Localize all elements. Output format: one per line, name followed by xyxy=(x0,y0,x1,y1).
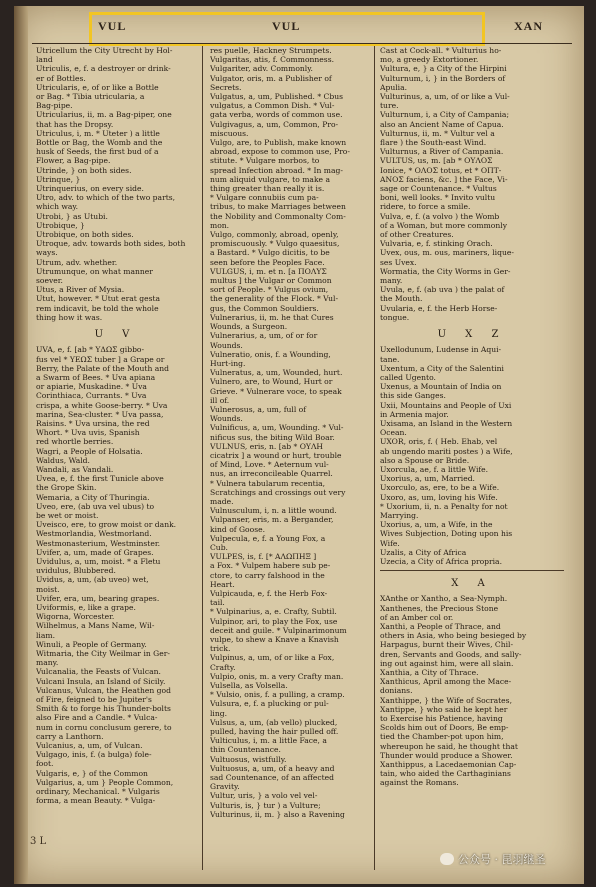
entry-line: Vulturnum, i, a City of Campania; xyxy=(380,110,510,120)
entry-line: Vulturnus, ii, m. * Vultur vel a xyxy=(380,128,495,138)
entry-line: others in Asia, who being besieged by xyxy=(380,631,527,641)
entry-line: of a Woman, but more commonly xyxy=(380,220,507,230)
entry-line: Wigorna, Worcester. xyxy=(36,612,115,622)
entry-line: Marrying. xyxy=(380,510,419,520)
entry-line: Vulcani Insula, an Island of Sicily. xyxy=(36,676,166,686)
entry-line: also a Spouse or Bride. xyxy=(380,455,470,465)
entry-line: crispa, a white Goose-berry. * Uva xyxy=(36,400,168,410)
entry-line: mo, a greedy Extortioner. xyxy=(380,55,479,65)
entry-line: Witmaria, the City Weilmar in Ger- xyxy=(36,649,170,658)
entry-line: Vulnerarius, ii, m. he that Cures xyxy=(210,312,334,322)
entry-line: Uxorius, a, um, a Wife, in the xyxy=(380,520,493,530)
entry-line: Utus, a River of Mysia. xyxy=(36,285,125,295)
entry-line: Wounds. xyxy=(210,340,243,350)
entry-line: Heart. xyxy=(210,579,235,589)
entry-line: sort of People. * Vulgus ovium, xyxy=(210,285,329,295)
entry-line: Uvidulus, a, um, moist. * a Fletu xyxy=(36,556,161,566)
entry-line: multus ] the Vulgar or Common xyxy=(210,276,332,286)
entry-line: Vulgaris, e, } of the Common xyxy=(36,768,148,778)
entry-line: Scolds him out of Doors, Be emp- xyxy=(380,723,509,733)
entry-line: Vulcanus, Vulcan, the Heathen god xyxy=(36,685,171,695)
entry-line: Utro, adv. to which of the two parts, xyxy=(36,193,176,203)
entry-line: of other Creatures. xyxy=(380,230,454,240)
entry-line: Vulturinus, a, um, of or like a Vul- xyxy=(380,92,510,102)
running-head-left: VUL xyxy=(98,19,127,33)
entry-line: Vulgaritas, atis, f. Commonness. xyxy=(210,55,335,65)
entry-line: the generality of the Flock. * Vul- xyxy=(210,294,339,304)
entry-line: tail. xyxy=(210,598,225,608)
entry-line: Utrumunque, on what manner xyxy=(36,266,153,276)
entry-line: tane. xyxy=(380,354,400,364)
entry-line: Utricellum the City Utrecht by Hol- xyxy=(36,46,173,55)
entry-line: Ionice, * ΟΛΟΣ totus, et * ΟΠΤ- xyxy=(380,165,502,175)
entry-line: * Vulpinarius, a, e. Crafty, Subtil. xyxy=(210,607,337,617)
section-heading: X A xyxy=(451,578,493,590)
column-divider xyxy=(202,46,203,870)
entry-line: whereupon he said, he thought that xyxy=(380,741,518,751)
entry-line: UVA, e, f. [ab * YΔΩΣ gibbo- xyxy=(36,345,145,355)
column-left xyxy=(36,46,196,872)
entry-line: Wormatia, the City Worms in Ger- xyxy=(380,266,511,276)
entry-line: ridere, to force a smile. xyxy=(380,202,471,212)
entry-line: Utrum, adv. whether. xyxy=(36,257,118,267)
entry-line: Utriculis, e, f. a destroyer or drink- xyxy=(36,64,171,74)
entry-line: sad Countenance, of an affected xyxy=(210,773,334,783)
entry-line: a Fox. * Vulpem habere sub pe- xyxy=(210,561,331,571)
entry-line: Corinthiaca, Currants. * Uva xyxy=(36,391,147,401)
entry-line: tied the Chamber-pot upon him, xyxy=(380,732,504,742)
entry-line: which way. xyxy=(36,202,79,212)
entry-line: Vulgo, commonly, abroad, openly, xyxy=(210,230,339,240)
entry-line: boni, well looks. * Invito vultu xyxy=(380,193,496,203)
entry-line: Crafty. xyxy=(210,662,236,672)
entry-line: ab ungendo mariti postes ) a Wife, xyxy=(380,446,513,456)
column-right xyxy=(380,46,564,872)
column-divider xyxy=(374,46,375,870)
entry-line: Xanthi, a People of Thrace, and xyxy=(380,621,501,631)
entry-line: Utrinque, } xyxy=(36,174,81,184)
entry-line: Scratchings and crossings out very xyxy=(210,487,346,497)
entry-line: Vulticulus, i, m. a little Face, a xyxy=(210,736,327,746)
entry-line: Vulpicauda, e, f. the Herb Fox- xyxy=(210,588,328,598)
entry-line: forma, a mean Beauty. * Vulga- xyxy=(36,796,156,806)
entry-line: of Mind, Love. * Aeternum vul- xyxy=(210,460,329,470)
entry-line: Apulia. xyxy=(380,82,408,92)
entry-line: of Fire, feigned to be Jupiter's xyxy=(36,695,152,705)
entry-line: Wagri, a People of Holsatia. xyxy=(36,446,143,456)
entry-line: the Grope Skin. xyxy=(36,483,97,493)
entry-line: sage or Countenance. * Vultus xyxy=(380,184,497,194)
entry-line: Uveo, ere, (ab uva vel ubus) to xyxy=(36,501,155,511)
entry-line: Vulgivagus, a, um, Common, Pro- xyxy=(210,119,339,129)
entry-line: Cub. xyxy=(210,542,228,552)
entry-line: Hurt-ing. xyxy=(210,358,246,368)
entry-line: Xanthicus, April among the Mace- xyxy=(380,677,512,687)
entry-line: Smith & to forge his Thunder-bolts xyxy=(36,704,171,714)
entry-line: Vulnusculum, i, n. a little wound. xyxy=(210,506,337,516)
entry-line: Utrinde, } on both sides. xyxy=(36,165,132,175)
entry-line: Vulneratio, onis, f. a Wounding, xyxy=(210,349,331,359)
entry-line: num in cornu conclusum gerere, to xyxy=(36,722,172,732)
entry-line: be wet or moist. xyxy=(36,510,99,520)
entry-line: Utrinquerius, on every side. xyxy=(36,184,144,194)
entry-line: fus vel * ΥΕΩΣ tuber ] a Grape or xyxy=(36,354,165,364)
entry-line: donians. xyxy=(380,686,413,696)
entry-line: res puelle, Hackney Strumpets. xyxy=(210,46,332,55)
entry-line: tain, who aided the Carthaginians xyxy=(380,769,511,779)
watermark-text: 公众号 · 昆羽继圣 xyxy=(458,853,546,866)
entry-line: Westmonasterium, Westminster. xyxy=(36,538,161,548)
entry-line: er of Bottles. xyxy=(36,73,86,83)
entry-line: Xanthia, a City of Thrace. xyxy=(380,668,479,677)
entry-line: Utrobi, } as Utubi. xyxy=(36,211,108,221)
entry-line: mon. xyxy=(210,220,230,230)
entry-line: Wounds. xyxy=(210,414,243,424)
entry-line: liam. xyxy=(36,630,55,640)
entry-line: Wounds, a Surgeon. xyxy=(210,322,288,332)
entry-line: Vulnerosus, a, um, full of xyxy=(210,404,307,414)
entry-line: ing out against him, were all slain. xyxy=(380,658,514,668)
section-heading: U X Z xyxy=(437,329,507,341)
entry-line: Utut, however. * Utut erat gesta xyxy=(36,294,161,304)
entry-line: many. xyxy=(36,658,59,668)
entry-line: Utricularis, e, of or like a Bottle xyxy=(36,82,159,92)
section-heading: U V xyxy=(94,329,138,341)
entry-line: seen before the Peoples Face. xyxy=(210,257,325,267)
entry-line: also an Ancient Name of Capua. xyxy=(380,119,504,129)
entry-line: Uzalis, a City of Africa xyxy=(380,547,467,557)
entry-line: Uxenus, a Mountain of India on xyxy=(380,382,502,392)
margin-mark: 3 L xyxy=(30,836,47,847)
entry-line: that has the Dropsy. xyxy=(36,119,114,129)
watermark xyxy=(440,851,546,867)
entry-line: soever. xyxy=(36,276,63,286)
entry-line: vulpe, to shew a Knave a Knavish xyxy=(210,635,339,644)
entry-line: Westmorlandia, Westmorland. xyxy=(36,529,152,539)
entry-line: also Fire and a Candle. * Vulca- xyxy=(36,713,158,723)
entry-line: ΑΝΟΣ faciens, &c. ] the Face, Vi- xyxy=(380,174,508,184)
entry-line: the Mouth. xyxy=(380,294,423,304)
entry-line: Vulnerarius, a, um, of or for xyxy=(210,331,318,341)
entry-line: Vulpecula, e, f. a Young Fox, a xyxy=(210,533,326,543)
entry-line: Uxellodunum, Ludense in Aqui- xyxy=(380,345,502,355)
entry-line: marina, Sea-cluster. * Uva passa, xyxy=(36,409,164,419)
entry-line: ses Uvex. xyxy=(380,257,417,267)
entry-line: Xantippe, } who said he kept her xyxy=(380,704,508,714)
entry-line: thing how it was. xyxy=(36,312,103,322)
entry-line: Winuli, a People of Germany. xyxy=(36,639,147,649)
entry-line: Uzecia, a City of Africa propria. xyxy=(380,556,503,566)
entry-line: Vulcanalia, the Feasts of Vulcan. xyxy=(36,667,161,677)
entry-line: Whort. * Uva uvis, Spanish xyxy=(36,428,140,438)
entry-line: red whortle berries. xyxy=(36,437,114,447)
entry-line: Thunder would produce a Shower. xyxy=(380,750,513,760)
entry-line: Vulgago, inis, f. (a bulga) fole- xyxy=(36,750,152,760)
entry-line: this side Ganges. xyxy=(380,391,446,401)
entry-line: Uvifer, era, um, bearing grapes. xyxy=(36,593,160,603)
entry-line: Vulpinor, ari, to play the Fox, use xyxy=(210,616,338,626)
entry-line: Vulgator, oris, m. a Publisher of xyxy=(210,73,332,83)
entry-line: Grieve. * Vulnerare voce, to speak xyxy=(210,386,342,396)
entry-line: Vulpio, onis, m. a very Crafty man. xyxy=(210,671,344,681)
entry-line: of an Amber col or. xyxy=(380,612,454,622)
entry-line: Xanthippe, } the Wife of Socrates, xyxy=(380,695,512,705)
entry-line: ill of. xyxy=(210,395,230,405)
entry-line: promiscuously. * Vulgo quaesitus, xyxy=(210,239,340,249)
entry-line: Uvidus, a, um, (ab uveo) wet, xyxy=(36,575,149,585)
entry-line: Vulturis, is, } tur ) a Vulture; xyxy=(210,800,321,810)
entry-line: Uxisama, an Island in the Western xyxy=(380,418,513,428)
entry-line: uvidulus, Blubbered. xyxy=(36,566,116,576)
entry-line: flare ) the South-east Wind. xyxy=(380,138,487,148)
entry-line: Vulsella, as Volsella. xyxy=(210,681,288,691)
entry-line: Harpagus, burnt their Wives, Chil- xyxy=(380,640,514,650)
entry-line: deceit and guile. * Vulpinarimonum xyxy=(210,625,347,635)
entry-line: moist. xyxy=(36,584,60,594)
column-middle xyxy=(210,46,370,872)
entry-line: against the Romans. xyxy=(380,778,459,788)
header-rule xyxy=(32,43,572,44)
entry-line: Uvula, e, f. (ab uva ) the palat of xyxy=(380,285,505,295)
entry-line: Uxorcula, ae, f. a little Wife. xyxy=(380,464,489,474)
entry-line: Vulvaria, e, f. stinking Orach. xyxy=(380,239,493,249)
entry-line: Vulpanser, eris, m. a Bergander, xyxy=(210,515,334,525)
entry-line: Vulgariter, adv. Commonly. xyxy=(210,64,313,74)
entry-line: XAnthe or Xantho, a Sea-Nymph. xyxy=(380,594,508,604)
entry-line: gus, the Common Souldiers. xyxy=(210,303,319,313)
entry-line: Vulcanius, a, um, of Vulcan. xyxy=(36,741,143,751)
entry-line: made. xyxy=(210,496,234,506)
entry-line: spread Infection abroad. * In mag- xyxy=(210,165,343,175)
entry-line: UXOR, oris, f. ( Heb. Ehab, vel xyxy=(380,437,498,447)
entry-line: Cast at Cock-all. * Vulturius ho- xyxy=(380,46,502,55)
entry-line: land xyxy=(36,55,53,65)
running-head-center: VUL xyxy=(272,19,301,33)
entry-line: Uxii, Mountains and People of Uxi xyxy=(380,400,512,410)
entry-line: a Bastard. * Vulgo dicitis, to be xyxy=(210,248,330,258)
entry-line: Secrets. xyxy=(210,82,242,92)
section-rule xyxy=(380,570,564,571)
entry-line: Utriculus, i, m. * Uteter ) a little xyxy=(36,128,160,138)
entry-line: Waldus, Wald. xyxy=(36,455,90,465)
entry-line: Wives Subjection, Doting upon his xyxy=(380,529,513,539)
entry-line: Utricularius, ii, m. a Bag-piper, one xyxy=(36,110,172,120)
entry-line: Vultuosus, a, um, of a heavy and xyxy=(210,763,335,773)
entry-line: Bag-pipe. xyxy=(36,101,73,111)
entry-line: Xanthippus, a Lacedaemonian Cap- xyxy=(380,760,517,770)
entry-line: tongue. xyxy=(380,312,410,322)
entry-line: Uxentum, a City of the Salentini xyxy=(380,363,504,373)
entry-line: nificus sus, the biting Wild Boar. xyxy=(210,432,335,442)
entry-line: Utrobique, } xyxy=(36,220,85,230)
entry-line: pulled, having the hair pulled off. xyxy=(210,727,339,737)
entry-line: Bottle or Bag, the Womb and the xyxy=(36,138,163,148)
entry-line: tribus, to make Marriages between xyxy=(210,202,346,212)
entry-line: many. xyxy=(380,276,403,286)
entry-line: VULPES, is, f. [* ΑΛΩΠΗΞ ] xyxy=(210,552,317,562)
entry-line: Vulnificus, a, um, Wounding. * Vul- xyxy=(210,423,344,433)
entry-line: num aliquid vulgare, to make a xyxy=(210,174,330,184)
entry-line: * Vulnera tabularum recentia, xyxy=(210,478,326,488)
entry-line: thing greater than really it is. xyxy=(210,184,325,194)
entry-line: Berry, the Palate of the Mouth and xyxy=(36,363,170,373)
entry-line: the Nobility and Commonalty Com- xyxy=(210,211,346,221)
entry-line: Uxoro, as, um, loving his Wife. xyxy=(380,492,498,502)
entry-line: Uviformis, e, like a grape. xyxy=(36,602,136,612)
entry-line: Utrobique, on both sides. xyxy=(36,230,134,240)
entry-line: Flower, a Bag-pipe. xyxy=(36,156,111,166)
entry-line: Uveisco, ere, to grow moist or dank. xyxy=(36,520,177,530)
entry-line: * Uxorium, ii, n. a Penalty for not xyxy=(380,501,508,511)
entry-line: Vulgarius, a, um } People Common, xyxy=(36,777,174,787)
entry-line: VULGUS, i, m. et n. [a ΠΟΛΥΣ xyxy=(210,266,327,276)
entry-line: foot. xyxy=(36,759,54,769)
entry-line: Ocean. xyxy=(380,428,407,438)
entry-line: cicatrix ] a wound or hurt, trouble xyxy=(210,450,342,460)
entry-line: Vultur, uris, } a volo vel vel- xyxy=(210,791,318,801)
entry-line: Uvifer, a, um, made of Grapes. xyxy=(36,547,154,557)
entry-line: miscuous. xyxy=(210,128,249,138)
entry-line: Vulnero, are, to Wound, Hurt or xyxy=(210,377,333,387)
entry-line: Wilhelmus, a Mans Name, Wil- xyxy=(36,621,155,631)
entry-line: in Armenia major. xyxy=(380,409,449,419)
entry-line: ways. xyxy=(36,248,58,258)
entry-line: or Bag. * Tibia utricularia, a xyxy=(36,92,145,102)
entry-line: * Vulsio, onis, f. a pulling, a cramp. xyxy=(210,690,345,700)
entry-line: Raisins. * Uva ursina, the red xyxy=(36,418,150,428)
entry-line: Vulgo, are, to Publish, make known xyxy=(210,138,347,148)
entry-line: ture. xyxy=(380,101,399,111)
entry-line: Uvex, ous, m. ous, mariners, lique- xyxy=(380,248,514,258)
entry-line: Vulturnum, i, } in the Borders of xyxy=(380,73,506,83)
entry-line: Vulpinus, a, um, of or like a Fox, xyxy=(210,653,335,663)
entry-line: Wife. xyxy=(380,538,400,548)
entry-line: Wemaria, a City of Thuringia. xyxy=(36,492,150,502)
entry-line: gata verba, words of common use. xyxy=(210,110,343,120)
running-head-right: XAN xyxy=(514,19,543,33)
entry-line: VULNUS, eris, n. [ab * ΟΥΛΗ xyxy=(210,441,324,451)
entry-line: stitute. * Vulgare morbos, to xyxy=(210,156,320,166)
entry-line: Uxorculo, as, ere, to be a Wife. xyxy=(380,483,500,493)
entry-line: husk of Seeds, the first bud of a xyxy=(36,147,159,157)
entry-line: rem indicavit, be told the whole xyxy=(36,303,159,313)
entry-line: ctore, to carry falshood in the xyxy=(210,570,325,580)
entry-line: to Exercise his Patience, having xyxy=(380,714,503,724)
entry-line: Gravity. xyxy=(210,782,240,792)
entry-line: a Swarm of Bees. * Uva apiana xyxy=(36,372,156,382)
entry-line: abroad, expose to common use, Pro- xyxy=(210,147,350,157)
entry-line: trick. xyxy=(210,644,231,654)
entry-line: Vulsus, a, um, (ab vello) plucked, xyxy=(210,717,338,727)
entry-line: or apiarie, Muskadine. * Uva xyxy=(36,382,147,392)
entry-line: carry a Lanthorn. xyxy=(36,731,104,741)
entry-line: called Ugento. xyxy=(380,372,436,382)
entry-line: Uxorius, a, um, Married. xyxy=(380,474,475,484)
entry-line: VULTUS, us, m. [ab * ΟΥΛΟΣ xyxy=(380,156,493,166)
entry-line: Vulva, e, f. (a volvo ) the Womb xyxy=(380,211,500,221)
wechat-icon xyxy=(440,853,454,865)
entry-line: Vulturnus, a River of Campania. xyxy=(380,147,504,157)
entry-line: Uvea, e, f. the first Tunicle above xyxy=(36,474,164,484)
entry-line: Wandali, as Vandali. xyxy=(36,464,114,474)
entry-line: kind of Goose. xyxy=(210,524,266,534)
entry-line: Utroque, adv. towards both sides, both xyxy=(36,239,186,249)
entry-line: Vulneratus, a, um, Wounded, hurt. xyxy=(210,368,343,378)
entry-line: ordinary, Mechanical. * Vulgaris xyxy=(36,787,160,797)
entry-line: Vultura, e, } a City of the Hirpini xyxy=(380,64,507,74)
entry-line: vulgatus, a Common Dish. * Vul- xyxy=(210,101,335,111)
entry-line: ling. xyxy=(210,708,228,718)
entry-line: Vultuosus, wistfully. xyxy=(210,754,287,764)
entry-line: Uvularia, e, f. the Herb Horse- xyxy=(380,303,498,313)
entry-line: Xanthenes, the Precious Stone xyxy=(380,603,499,613)
entry-line: Vulgatus, a, um, Published. * Cbus xyxy=(210,92,344,102)
entry-line: Vulsura, e, f. a plucking or pul- xyxy=(210,699,329,709)
entry-line: thin Countenance. xyxy=(210,745,281,755)
entry-line: Vulturinus, ii, m. } also a Ravening xyxy=(210,809,345,819)
entry-line: * Vulgare connubiis cum pa- xyxy=(210,193,319,203)
dictionary-page xyxy=(14,6,584,884)
entry-line: dren, Servants and Goods, and sally- xyxy=(380,649,522,659)
entry-line: nus, an irreconcileable Quarrel. xyxy=(210,469,333,479)
